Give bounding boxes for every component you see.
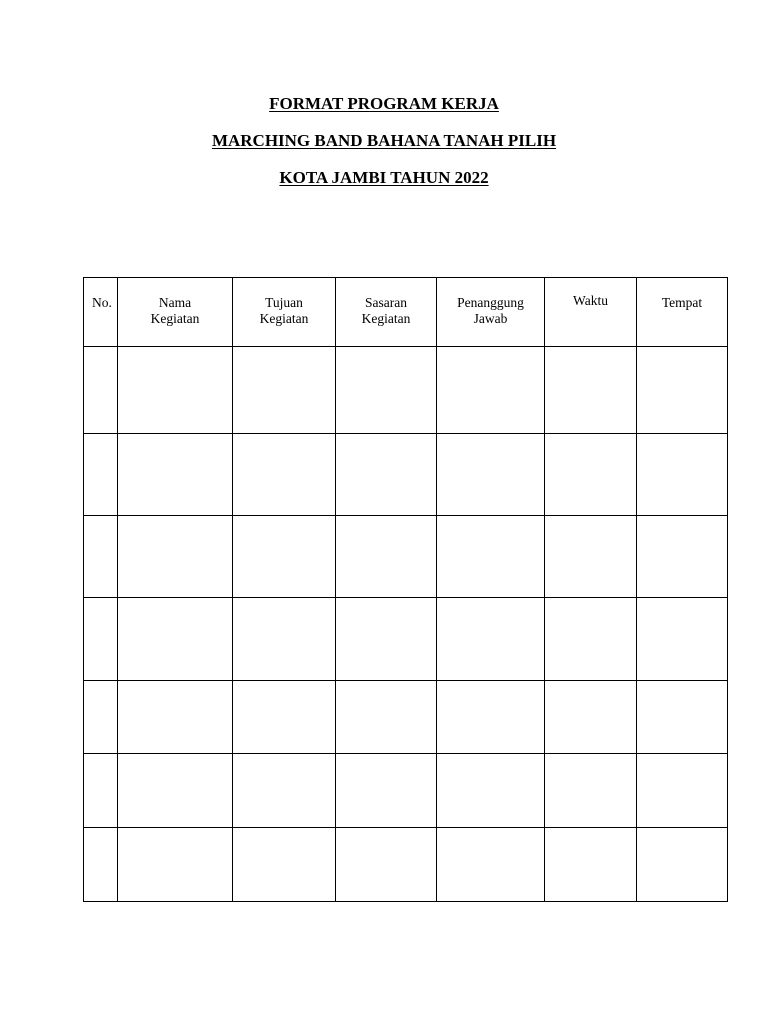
- header-label-line1: Tujuan: [265, 295, 303, 310]
- table-cell: [637, 754, 728, 828]
- table-cell: [233, 598, 336, 681]
- header-label-line1: Waktu: [573, 293, 608, 308]
- table-cell: [233, 516, 336, 598]
- table-cell: [336, 516, 437, 598]
- header-label-line1: Penanggung: [457, 295, 524, 310]
- header-tempat: [637, 278, 728, 347]
- header-no-label: No.: [92, 295, 112, 310]
- header-label-line2: Kegiatan: [150, 311, 200, 326]
- table-cell: [637, 434, 728, 516]
- table-cell: [545, 347, 637, 434]
- header-row: [84, 278, 728, 347]
- table-cell: [637, 681, 728, 754]
- header-penanggung-jawab: [437, 278, 545, 347]
- table-cell: [545, 598, 637, 681]
- table-row: [84, 754, 728, 828]
- table-cell: [84, 754, 118, 828]
- table-cell: [437, 434, 545, 516]
- table-cell: [336, 434, 437, 516]
- table-row: [84, 681, 728, 754]
- table-cell: [233, 754, 336, 828]
- table-cell: [545, 681, 637, 754]
- table-row: [84, 516, 728, 598]
- table-cell: [545, 754, 637, 828]
- header-label-line1: Sasaran: [365, 295, 407, 310]
- table-cell: [545, 434, 637, 516]
- table-cell: [118, 516, 233, 598]
- program-table: [83, 277, 728, 902]
- table-cell: [637, 828, 728, 902]
- header-tujuan-kegiatan: [233, 278, 336, 347]
- table-cell: [545, 516, 637, 598]
- table-row: [84, 347, 728, 434]
- table-cell: [84, 347, 118, 434]
- header-label-line2: Kegiatan: [361, 311, 411, 326]
- header-label-line1: Tempat: [661, 295, 703, 310]
- header-label-line2: Kegiatan: [259, 311, 309, 326]
- header-sasaran-kegiatan: [336, 278, 437, 347]
- header-waktu: [545, 278, 637, 347]
- table-cell: [118, 434, 233, 516]
- table-cell: [84, 598, 118, 681]
- header-nama-kegiatan: [118, 278, 233, 347]
- table-cell: [437, 754, 545, 828]
- header-no: [84, 278, 118, 347]
- table-cell: [437, 681, 545, 754]
- table-cell: [437, 828, 545, 902]
- organization-name: MARCHING BAND BAHANA TANAH PILIH: [211, 131, 557, 150]
- table-cell: [233, 347, 336, 434]
- table-cell: [637, 516, 728, 598]
- table-cell: [118, 754, 233, 828]
- table-cell: [233, 681, 336, 754]
- table-cell: [637, 598, 728, 681]
- table-cell: [84, 434, 118, 516]
- header-label-line1: Nama: [158, 295, 192, 310]
- table-cell: [118, 598, 233, 681]
- table-cell: [84, 681, 118, 754]
- table-cell: [233, 434, 336, 516]
- table-row: [84, 828, 728, 902]
- table-cell: [336, 681, 437, 754]
- table-cell: [233, 828, 336, 902]
- table-cell: [437, 516, 545, 598]
- table-cell: [118, 681, 233, 754]
- header-label-line2: Jawab: [473, 311, 508, 326]
- table-cell: [336, 598, 437, 681]
- table-row: [84, 434, 728, 516]
- table-cell: [437, 347, 545, 434]
- table-cell: [336, 347, 437, 434]
- document-title: FORMAT PROGRAM KERJA: [269, 94, 499, 113]
- table-cell: [545, 828, 637, 902]
- table-cell: [118, 828, 233, 902]
- table-cell: [84, 516, 118, 598]
- table-cell: [637, 347, 728, 434]
- city-year: KOTA JAMBI TAHUN 2022: [279, 168, 489, 187]
- table-cell: [336, 754, 437, 828]
- table-cell: [84, 828, 118, 902]
- table-cell: [118, 347, 233, 434]
- table-cell: [437, 598, 545, 681]
- table-cell: [336, 828, 437, 902]
- table-row: [84, 598, 728, 681]
